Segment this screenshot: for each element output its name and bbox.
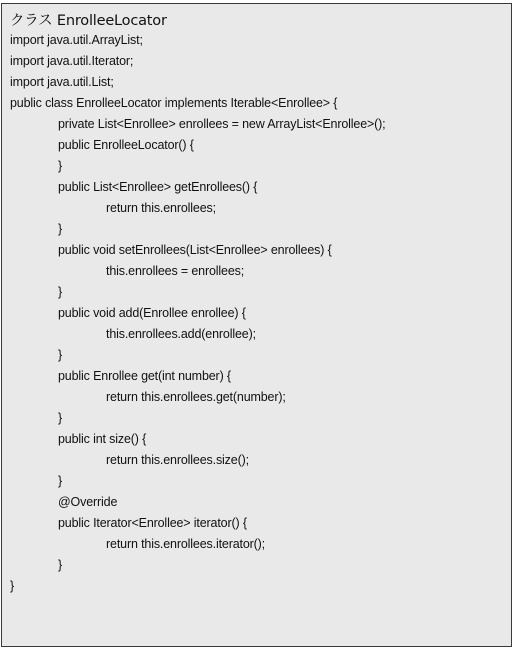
- code-line: public int size() {: [58, 432, 147, 446]
- code-line: public Enrollee get(int number) {: [58, 369, 231, 383]
- code-line: this.enrollees.add(enrollee);: [106, 327, 256, 341]
- code-line: public Iterator<Enrollee> iterator() {: [58, 516, 247, 530]
- code-line: return this.enrollees;: [106, 201, 216, 215]
- code-line: }: [58, 222, 63, 236]
- code-line: public void add(Enrollee enrollee) {: [58, 306, 246, 320]
- code-line: }: [58, 474, 63, 488]
- code-line: return this.enrollees.size();: [106, 453, 249, 467]
- code-line: }: [58, 558, 63, 572]
- code-listing-panel: [1, 3, 512, 647]
- code-line: import java.util.ArrayList;: [10, 33, 143, 47]
- code-line: public void setEnrollees(List<Enrollee> enrollees) {: [58, 243, 332, 257]
- code-line: }: [58, 159, 63, 173]
- code-line: import java.util.List;: [10, 75, 114, 89]
- code-line: return this.enrollees.get(number);: [106, 390, 286, 404]
- code-line: import java.util.Iterator;: [10, 54, 134, 68]
- code-line: public List<Enrollee> getEnrollees() {: [58, 180, 258, 194]
- code-line: }: [58, 348, 63, 362]
- code-line: }: [58, 285, 63, 299]
- code-line: private List<Enrollee> enrollees = new ArrayList<Enrollee>();: [58, 117, 386, 131]
- code-line: return this.enrollees.iterator();: [106, 537, 266, 551]
- listing-title: クラス EnrolleeLocator: [10, 13, 167, 29]
- code-line: this.enrollees = enrollees;: [106, 264, 245, 278]
- code-line: }: [58, 411, 63, 425]
- code-line: public class EnrolleeLocator implements Iterable<Enrollee> {: [10, 96, 338, 110]
- code-line: @Override: [58, 495, 118, 509]
- code-block: [10, 30, 386, 597]
- code-line: public EnrolleeLocator() {: [58, 138, 194, 152]
- code-line: }: [10, 579, 15, 593]
